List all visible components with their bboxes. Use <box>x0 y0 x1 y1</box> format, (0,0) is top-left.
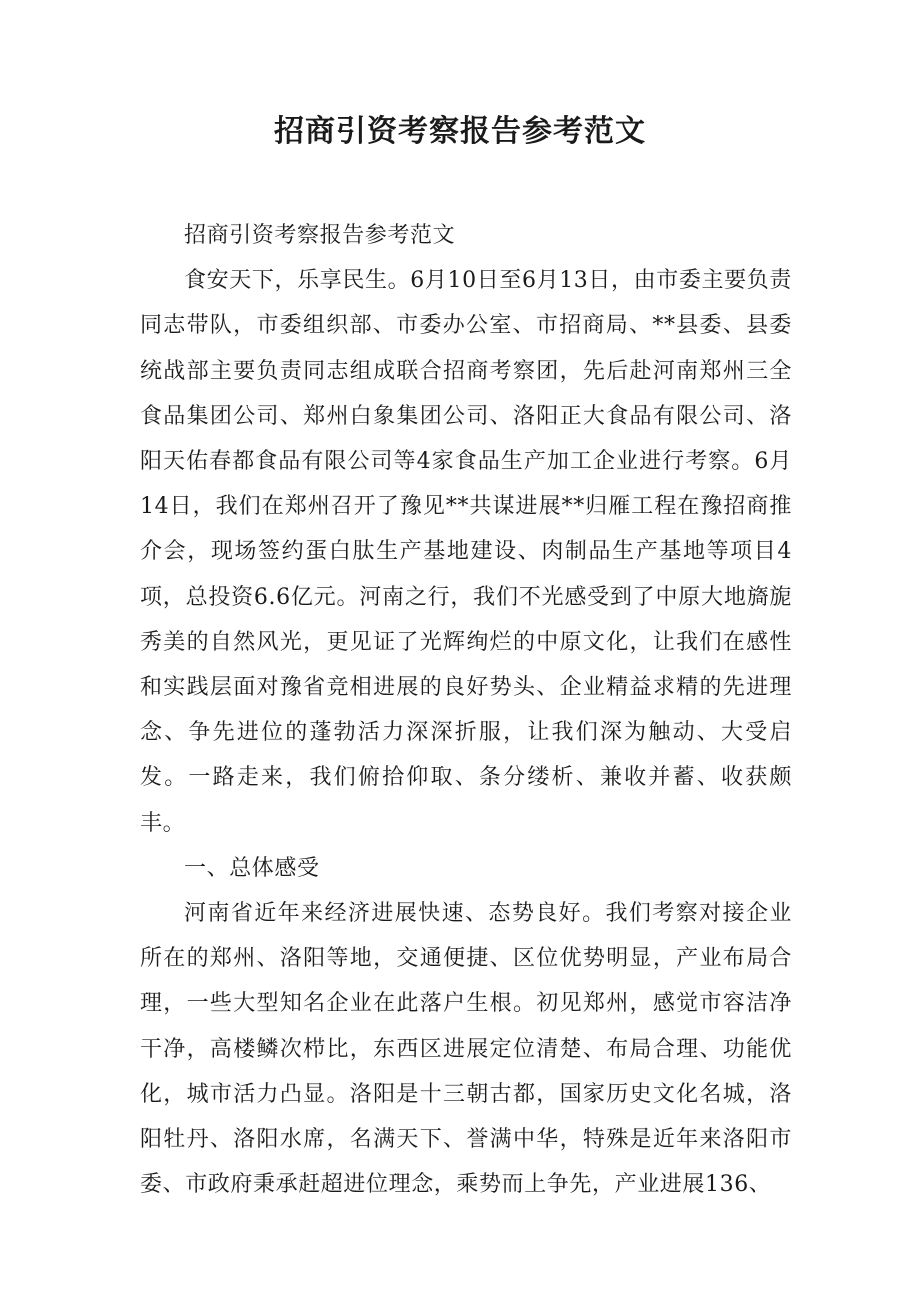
paragraph-subtitle: 招商引资考察报告参考范文 <box>184 223 456 248</box>
paragraph-henan-overview: 河南省近年来经济进展快速、态势良好。我们考察对接企业所在的郑州、洛阳等地，交通便捷、区位优势明显，产业布局合理，一些大型知名企业在此落户生根。初见郑州，感觉市容洁净干净，高楼鳞次栉比，东西区进展定位清楚、布局合理、功能优化，城市活力凸显。洛阳是十三朝古都，国家历史文化名城，洛阳牡丹、洛阳水席，名满天下、誉满中华，特殊是近年来洛阳市委、市政府秉承赶超进位理念，乘势而上争先，产业进展136、 <box>140 901 792 1198</box>
document-title: 招商引资考察报告参考范文 <box>274 114 646 149</box>
document-body <box>140 213 792 1207</box>
paragraph-intro: 食安天下，乐享民生。6月10日至6月13日，由市委主要负责同志带队，市委组织部、市委办公室、市招商局、**县委、县委统战部主要负责同志组成联合招商考察团，先后赴河南郑州三全食品集团公司、郑州白象集团公司、洛阳正大食品有限公司、洛阳天佑春都食品有限公司等4家食品生产加工企业进行考察。6月14日，我们在郑州召开了豫见**共谋进展**归雁工程在豫招商推介会，现场签约蛋白肽生产基地建设、肉制品生产基地等项目4项，总投资6.6亿元。河南之行，我们不光感受到了中原大地旖旎秀美的自然风光，更见证了光辉绚烂的中原文化，让我们在感性和实践层面对豫省竞相进展的良好势头、企业精益求精的先进理念、争先进位的蓬勃活力深深折服，让我们深为触动、大受启发。一路走来，我们俯拾仰取、条分缕析、兼收并蓄、收获颇丰。 <box>140 268 792 836</box>
section-heading-overall-impression: 一、总体感受 <box>184 855 320 881</box>
